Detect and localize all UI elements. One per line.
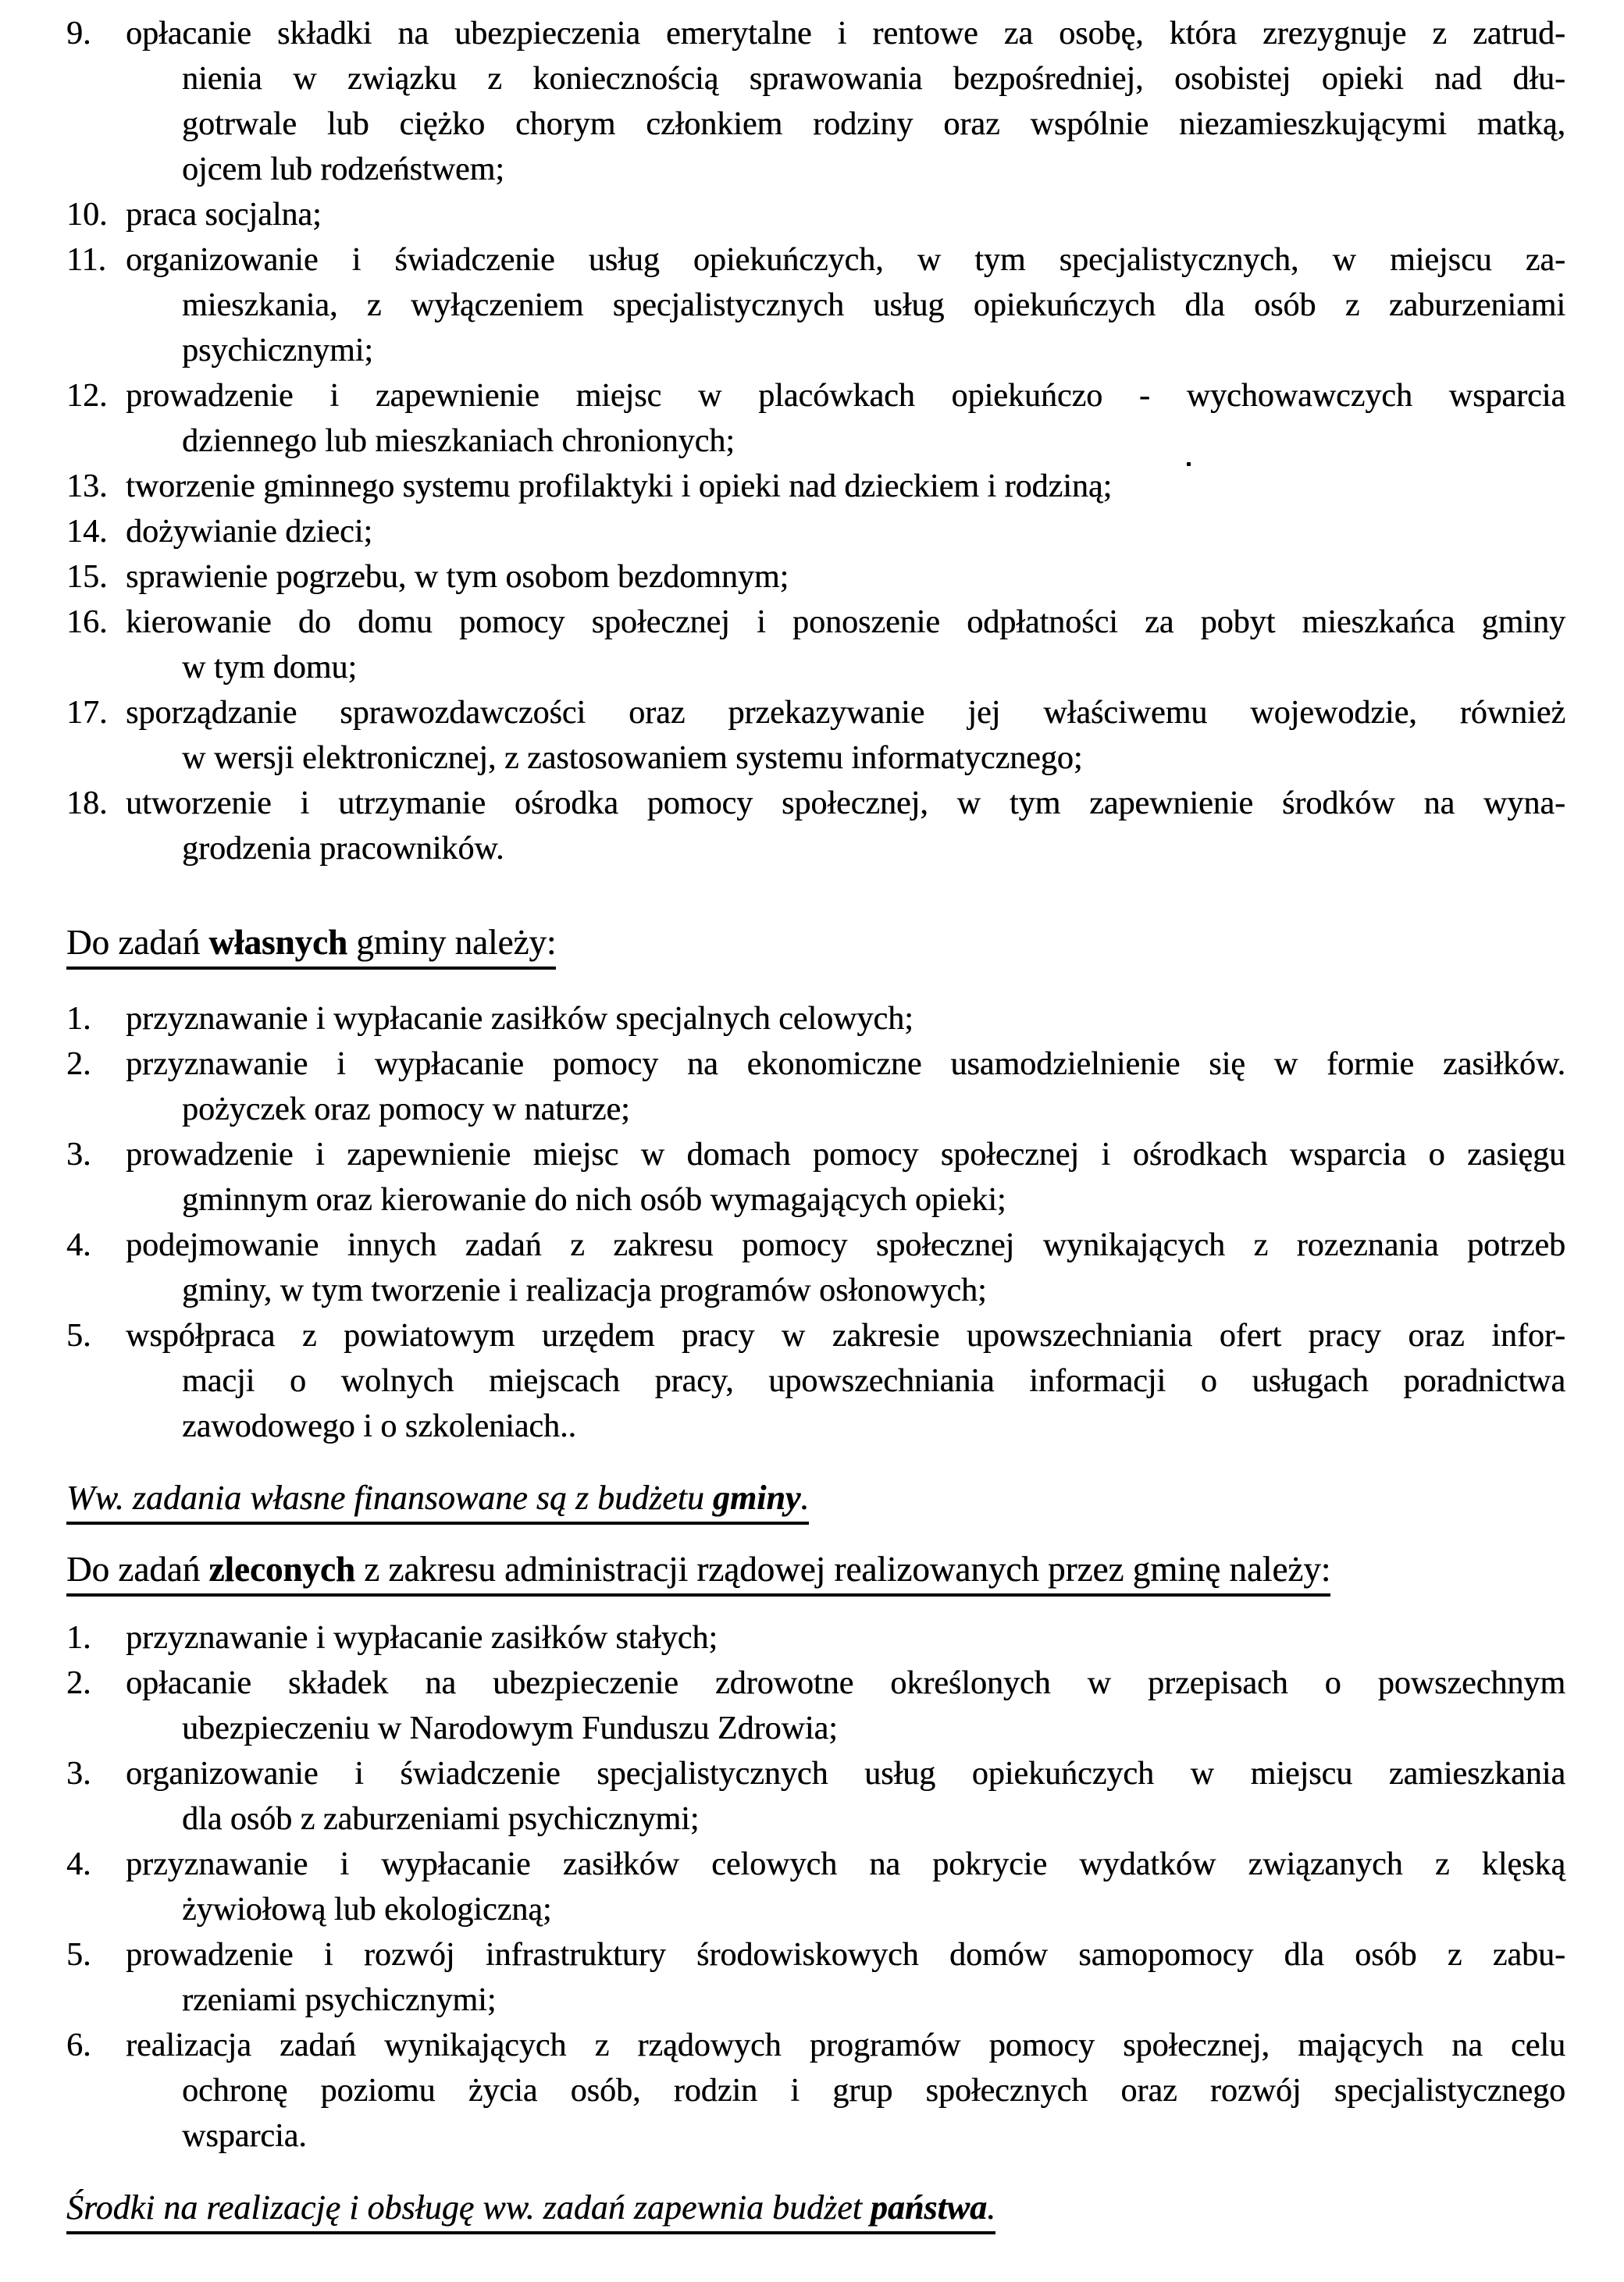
- item-continuation-line: gminy, w tym tworzenie i realizacja programów osłonowych;: [182, 1273, 987, 1308]
- list-item: [66, 554, 1565, 600]
- item-first-line: [66, 1661, 1565, 1706]
- item-first-line: [66, 996, 1565, 1041]
- item-first-line: [66, 373, 1565, 418]
- list-item: [66, 690, 1565, 781]
- item-first-line: [66, 554, 1565, 600]
- heading-own-bold: własnych: [208, 923, 347, 962]
- list-item: [66, 1751, 1565, 1842]
- item-number: 3.: [66, 1137, 91, 1173]
- item-text: dożywianie dzieci;: [126, 514, 373, 550]
- delegated-tasks-budget-note-underline: [66, 2185, 995, 2234]
- item-first-line: [66, 192, 1565, 237]
- note-delegated-prefix: Środki na realizację i obsługę ww. zadań zapewnia budżet: [66, 2188, 871, 2227]
- item-number: 10.: [66, 197, 108, 233]
- item-text: prowadzenie i zapewnienie miejsc w domach pomocy społecznej i ośrodkach wsparcia o zasięgu: [126, 1137, 1565, 1173]
- item-continuation-line: dziennego lub mieszkaniach chronionych;: [182, 423, 735, 459]
- heading-delegated-suffix: z zakresu administracji rządowej realizowanych przez gminę należy:: [354, 1550, 1331, 1589]
- note-own-bold: gminy: [712, 1479, 801, 1517]
- list-item: [66, 1842, 1565, 1932]
- item-number: 9.: [66, 16, 91, 52]
- item-number: 6.: [66, 2027, 91, 2063]
- delegated-tasks-heading: [66, 1547, 1565, 1597]
- item-text: podejmowanie innych zadań z zakresu pomocy społecznej wynikających z rozeznania potrzeb: [126, 1227, 1565, 1263]
- note-own-suffix: .: [800, 1479, 810, 1517]
- item-text: organizowanie i świadczenie specjalistycznych usług opiekuńczych w miejscu zamieszkania: [126, 1756, 1565, 1792]
- item-first-line: [66, 781, 1565, 826]
- item-continuation-line: psychicznymi;: [182, 333, 373, 368]
- item-continuation-line: grodzenia pracowników.: [182, 831, 504, 867]
- item-text: sprawienie pogrzebu, w tym osobom bezdomnym;: [126, 559, 789, 595]
- item-number: 11.: [66, 242, 106, 278]
- item-number: 17.: [66, 695, 108, 731]
- list-item: [66, 1313, 1565, 1449]
- item-first-line: [66, 1751, 1565, 1796]
- item-number: 13.: [66, 468, 108, 504]
- delegated-tasks-heading-underline: [66, 1547, 1330, 1597]
- item-text: organizowanie i świadczenie usług opiekuńczych, w tym specjalistycznych, w miejscu za-: [126, 242, 1565, 278]
- item-continuation-line: zawodowego i o szkoleniach..: [182, 1408, 577, 1444]
- list-item: [66, 1661, 1565, 1751]
- list-item: [66, 2023, 1565, 2159]
- item-first-line: [66, 2023, 1565, 2068]
- item-continuation-line: gotrwale lub ciężko chorym członkiem rodziny oraz wspólnie niezamieszkującymi matką,: [182, 106, 1565, 142]
- item-text: prowadzenie i rozwój infrastruktury środowiskowych domów samopomocy dla osób z zabu-: [126, 1937, 1565, 1973]
- note-own-prefix: Ww. zadania własne finansowane są z budżetu: [66, 1479, 713, 1517]
- item-continuation-line: ochronę poziomu życia osób, rodzin i grup społecznych oraz rozwój specjalistycznego: [182, 2073, 1565, 2109]
- item-first-line: [66, 1223, 1565, 1268]
- heading-delegated-bold: zleconych: [208, 1550, 355, 1589]
- item-first-line: [66, 464, 1565, 509]
- item-first-line: [66, 1842, 1565, 1887]
- item-text: przyznawanie i wypłacanie pomocy na ekonomiczne usamodzielnienie się w formie zasiłków.: [126, 1046, 1565, 1082]
- item-first-line: [66, 1615, 1565, 1661]
- item-number: 2.: [66, 1665, 91, 1701]
- item-number: 4.: [66, 1846, 91, 1882]
- item-continuation-line: ubezpieczeniu w Narodowym Funduszu Zdrowia;: [182, 1711, 838, 1746]
- item-number: 12.: [66, 378, 108, 414]
- item-text: przyznawanie i wypłacanie zasiłków stałych;: [126, 1620, 718, 1656]
- item-text: przyznawanie i wypłacanie zasiłków specjalnych celowych;: [126, 1001, 914, 1037]
- item-number: 15.: [66, 559, 108, 595]
- scan-artifact-dot: [1187, 462, 1191, 466]
- item-number: 5.: [66, 1318, 91, 1354]
- own-tasks-heading: [66, 920, 1565, 970]
- note-delegated-bold: państwa: [870, 2188, 988, 2227]
- item-number: 2.: [66, 1046, 91, 1082]
- item-continuation-line: rzeniami psychicznymi;: [182, 1982, 497, 2018]
- item-text: prowadzenie i zapewnienie miejsc w placówkach opiekuńczo - wychowawczych wsparcia: [126, 378, 1565, 414]
- item-text: współpraca z powiatowym urzędem pracy w zakresie upowszechniania ofert pracy oraz infor-: [126, 1318, 1565, 1354]
- item-text: realizacja zadań wynikających z rządowych programów pomocy społecznej, mających na celu: [126, 2027, 1565, 2063]
- item-text: opłacanie składek na ubezpieczenie zdrowotne określonych w przepisach o powszechnym: [126, 1665, 1565, 1701]
- item-first-line: [66, 1932, 1565, 1978]
- list-item: [66, 1132, 1565, 1223]
- item-continuation-line: nienia w związku z koniecznością sprawowania bezpośredniej, osobistej opieki nad dłu-: [182, 61, 1565, 97]
- item-text: sporządzanie sprawozdawczości oraz przekazywanie jej właściwemu wojewodzie, również: [126, 695, 1565, 731]
- own-tasks-list: [66, 996, 1565, 1449]
- item-text: przyznawanie i wypłacanie zasiłków celowych na pokrycie wydatków związanych z klęską: [126, 1846, 1565, 1882]
- list-item: [66, 192, 1565, 237]
- delegated-tasks-list: [66, 1615, 1565, 2159]
- item-continuation-line: w wersji elektronicznej, z zastosowaniem systemu informatycznego;: [182, 740, 1083, 776]
- list-item: [66, 996, 1565, 1041]
- item-text: praca socjalna;: [126, 197, 322, 233]
- list-item: [66, 781, 1565, 871]
- item-first-line: [66, 600, 1565, 645]
- item-continuation-line: dla osób z zaburzeniami psychicznymi;: [182, 1801, 700, 1837]
- item-first-line: [66, 11, 1565, 56]
- item-first-line: [66, 1313, 1565, 1358]
- item-number: 4.: [66, 1227, 91, 1263]
- item-first-line: [66, 690, 1565, 735]
- item-continuation-line: mieszkania, z wyłączeniem specjalistycznych usług opiekuńczych dla osób z zaburzeniami: [182, 287, 1565, 323]
- item-number: 18.: [66, 785, 108, 821]
- item-number: 5.: [66, 1937, 91, 1973]
- own-tasks-budget-note: [66, 1476, 1565, 1525]
- list-item: [66, 237, 1565, 373]
- delegated-tasks-budget-note: [66, 2185, 1565, 2234]
- item-first-line: [66, 1041, 1565, 1087]
- item-continuation-line: wsparcia.: [182, 2118, 307, 2154]
- item-continuation-line: żywiołową lub ekologiczną;: [182, 1892, 552, 1928]
- item-number: 1.: [66, 1620, 91, 1656]
- item-first-line: [66, 237, 1565, 283]
- item-first-line: [66, 1132, 1565, 1177]
- item-text: kierowanie do domu pomocy społecznej i ponoszenie odpłatności za pobyt mieszkańca gminy: [126, 604, 1565, 640]
- item-continuation-line: w tym domu;: [182, 650, 358, 685]
- heading-delegated-prefix: Do zadań: [66, 1550, 209, 1589]
- item-text: opłacanie składki na ubezpieczenia emerytalne i rentowe za osobę, która zrezygnuje z zatrud-: [126, 16, 1565, 52]
- item-number: 3.: [66, 1756, 91, 1792]
- heading-own-suffix: gminy należy:: [347, 923, 557, 962]
- list-item: [66, 600, 1565, 690]
- item-continuation-line: macji o wolnych miejscach pracy, upowszechniania informacji o usługach poradnictwa: [182, 1363, 1565, 1399]
- general-tasks-list: [66, 11, 1565, 871]
- list-item: [66, 1615, 1565, 1661]
- list-item: [66, 373, 1565, 464]
- item-text: utworzenie i utrzymanie ośrodka pomocy społecznej, w tym zapewnienie środków na wyna-: [126, 785, 1565, 821]
- heading-own-prefix: Do zadań: [66, 923, 209, 962]
- item-text: tworzenie gminnego systemu profilaktyki i opieki nad dzieckiem i rodziną;: [126, 468, 1113, 504]
- item-number: 16.: [66, 604, 108, 640]
- own-tasks-budget-note-underline: [66, 1476, 809, 1525]
- list-item: [66, 1223, 1565, 1313]
- item-continuation-line: gminnym oraz kierowanie do nich osób wymagających opieki;: [182, 1182, 1006, 1218]
- note-delegated-suffix: .: [987, 2188, 996, 2227]
- item-first-line: [66, 509, 1565, 554]
- item-number: 14.: [66, 514, 108, 550]
- list-item: [66, 1041, 1565, 1132]
- own-tasks-heading-underline: [66, 920, 556, 970]
- item-continuation-line: pożyczek oraz pomocy w naturze;: [182, 1091, 630, 1127]
- list-item: [66, 464, 1565, 509]
- item-continuation-line: ojcem lub rodzeństwem;: [182, 151, 504, 187]
- list-item: [66, 1932, 1565, 2023]
- list-item: [66, 11, 1565, 192]
- item-number: 1.: [66, 1001, 91, 1037]
- list-item: [66, 509, 1565, 554]
